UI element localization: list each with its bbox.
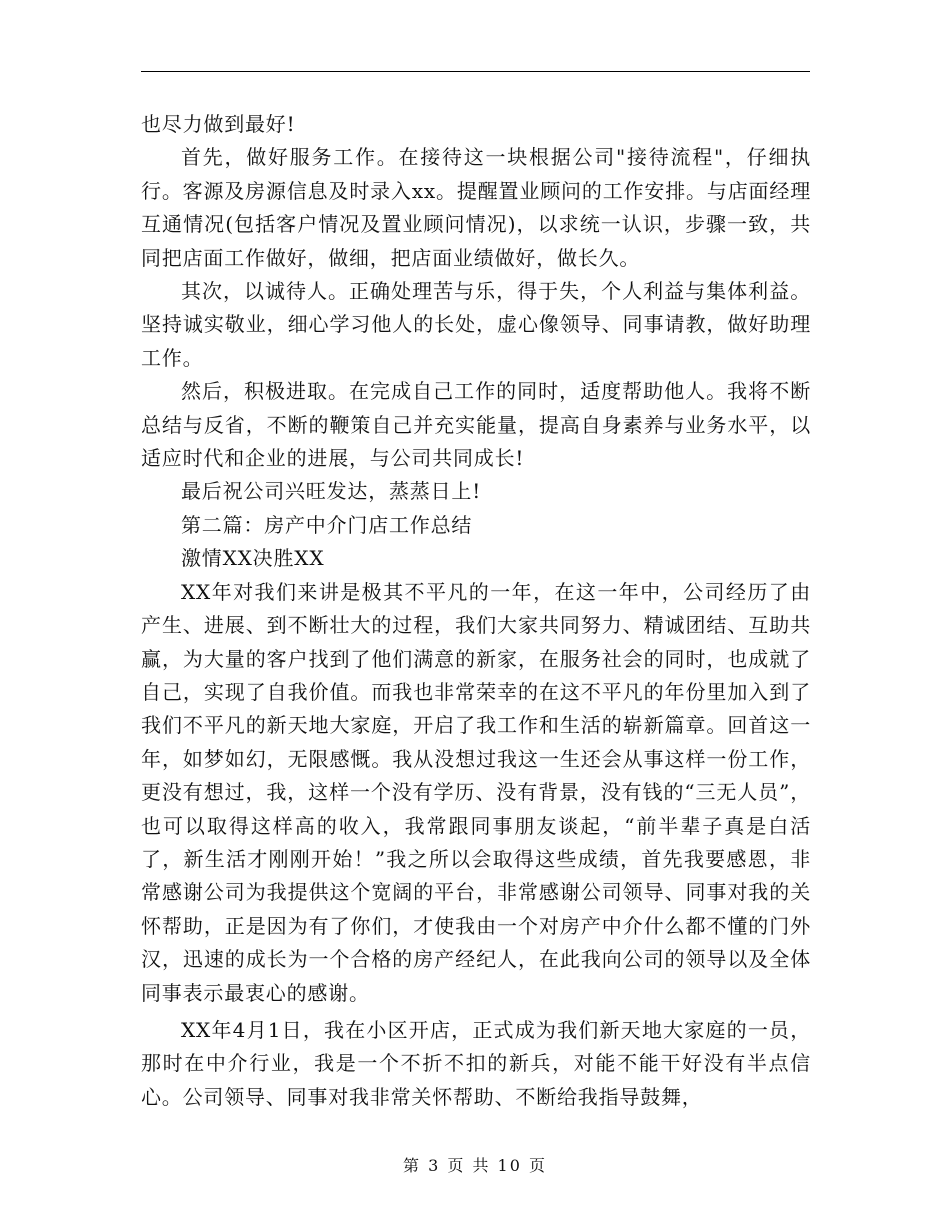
paragraph: 最后祝公司兴旺发达，蒸蒸日上! bbox=[181, 479, 482, 504]
paragraph: XX年4月1日，我在小区开店，正式成为我们新天地大家庭的一员，那时在中介行业，我是一个不折不扣的新兵，对能不能干好没有半点信心。公司领导、同事对我非常关怀帮助、不断给我指导鼓舞， bbox=[141, 1017, 811, 1109]
document-body bbox=[141, 108, 811, 1114]
paragraph: 首先，做好服务工作。在接待这一块根据公司"接待流程"，仔细执行。客源及房源信息及时录入xx。提醒置业顾问的工作安排。与店面经理互通情况(包括客户情况及置业顾问情况)，以求统一认识，步骤一致，共同把店面工作做好，做细，把店面业绩做好，做长久。 bbox=[141, 145, 811, 270]
paragraph: 其次，以诚待人。正确处理苦与乐，得于失，个人利益与集体利益。坚持诚实敬业，细心学习他人的长处，虚心像领导、同事请教，做好助理工作。 bbox=[141, 279, 811, 370]
paragraph: 也尽力做到最好! bbox=[141, 112, 296, 136]
header-rule bbox=[141, 71, 810, 72]
paragraph: XX年对我们来讲是极其不平凡的一年，在这一年中，公司经历了由产生、进展、到不断壮大的过程，我们大家共同努力、精诚团结、互助共赢，为大量的客户找到了他们满意的新家，在服务社会的同时，也成就了自己，实现了自我价值。而我也非常荣幸的在这不平凡的年份里加入到了我们不平凡的新天地大家庭，开启了我工作和生活的崭新篇章。回首这一年，如梦如幻，无限感慨。我从没想过我这一生还会从事这样一份工作，更没有想过，我，这样一个没有学历、没有背景，没有钱的“三无人员”，也可以取得这样高的收入，我常跟同事朋友谈起，“前半辈子真是白活了，新生活才刚刚开始！”我之所以会取得这些成绩，首先我要感恩，非常感谢公司为我提供这个宽阔的平台，非常感谢公司领导、同事对我的关怀帮助，正是因为有了你们，才使我由一个对房产中介什么都不懂的门外汉，迅速的成长为一个合格的房产经纪人，在此我向公司的领导以及全体同事表示最衷心的感谢。 bbox=[141, 579, 811, 1005]
section-heading: 第二篇：房产中介门店工作总结 bbox=[181, 512, 473, 537]
page-footer: 第 3 页 共 10 页 bbox=[403, 1156, 547, 1175]
section-subtitle: 激情XX决胜XX bbox=[181, 546, 325, 571]
paragraph: 然后，积极进取。在完成自己工作的同时，适度帮助他人。我将不断总结与反省，不断的鞭策自己并充实能量，提高自身素养与业务水平，以适应时代和企业的进展，与公司共同成长! bbox=[141, 379, 811, 471]
